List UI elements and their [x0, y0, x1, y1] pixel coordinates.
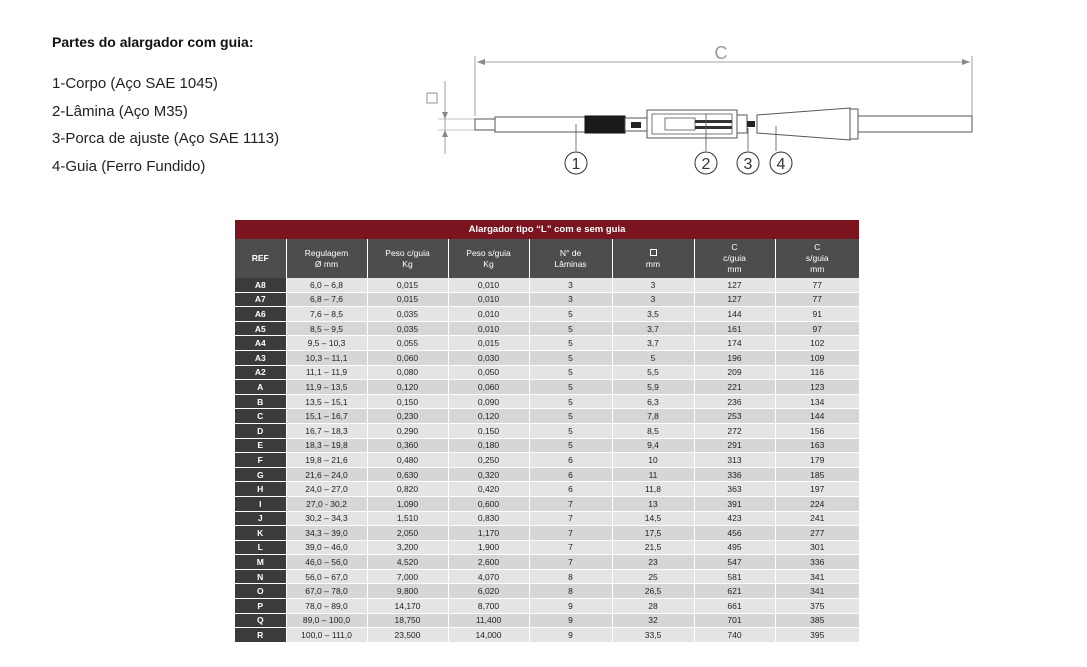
table-cell: 0,120 — [367, 380, 448, 395]
table-cell: 341 — [775, 584, 859, 599]
table-cell: 0,290 — [367, 423, 448, 438]
table-cell: 7 — [529, 496, 612, 511]
table-cell: 3 — [529, 278, 612, 292]
table-row — [235, 584, 859, 599]
table-cell: 363 — [694, 482, 775, 497]
table-cell-ref: B — [235, 394, 286, 409]
table-cell: 3 — [612, 292, 694, 307]
table-cell: 0,480 — [367, 453, 448, 468]
table-cell: 0,010 — [448, 278, 529, 292]
table-cell: 0,830 — [448, 511, 529, 526]
table-cell: 9 — [529, 613, 612, 628]
table-cell-ref: C — [235, 409, 286, 424]
table-cell: 0,180 — [448, 438, 529, 453]
table-cell: 341 — [775, 569, 859, 584]
square-arrow-top — [442, 112, 448, 119]
callout-2-label: 2 — [701, 156, 711, 173]
table-cell: 0,015 — [367, 278, 448, 292]
table-row — [235, 423, 859, 438]
table-cell: 78,0 – 89,0 — [286, 599, 367, 614]
table-cell: 0,015 — [448, 336, 529, 351]
table-cell: 5 — [529, 409, 612, 424]
table-cell: 34,3 – 39,0 — [286, 526, 367, 541]
table-cell: 97 — [775, 321, 859, 336]
table-cell-ref: M — [235, 555, 286, 570]
table-cell: 423 — [694, 511, 775, 526]
table-cell: 5,5 — [612, 365, 694, 380]
table-cell-ref: Q — [235, 613, 286, 628]
table-cell-ref: H — [235, 482, 286, 497]
table-cell: 77 — [775, 278, 859, 292]
table-cell: 701 — [694, 613, 775, 628]
table-cell: 0,060 — [448, 380, 529, 395]
table-cell: 8 — [529, 584, 612, 599]
table-cell: 253 — [694, 409, 775, 424]
table-row — [235, 511, 859, 526]
table-cell: 25 — [612, 569, 694, 584]
table-cell: 9,5 – 10,3 — [286, 336, 367, 351]
table-cell: 336 — [694, 467, 775, 482]
table-cell: 23,500 — [367, 628, 448, 643]
col-c-com-guia: C c/guia mm — [694, 239, 775, 278]
parts-list — [52, 70, 279, 180]
table-row — [235, 409, 859, 424]
callout-4-label: 4 — [776, 156, 786, 173]
table-cell: 0,230 — [367, 409, 448, 424]
table-cell: 5 — [612, 350, 694, 365]
table-cell: 13,5 – 15,1 — [286, 394, 367, 409]
table-cell: 5 — [529, 321, 612, 336]
table-cell: 30,2 – 34,3 — [286, 511, 367, 526]
table-cell: 9 — [529, 628, 612, 643]
table-cell: 13 — [612, 496, 694, 511]
table-cell: 0,060 — [367, 350, 448, 365]
table-cell: 8,5 – 9,5 — [286, 321, 367, 336]
table-cell: 102 — [775, 336, 859, 351]
table-row — [235, 628, 859, 643]
table-cell: 21,5 — [612, 540, 694, 555]
table-cell: 91 — [775, 307, 859, 322]
list-item: 4-Guia (Ferro Fundido) — [52, 157, 206, 175]
table-cell: 740 — [694, 628, 775, 643]
table-cell: 495 — [694, 540, 775, 555]
table-cell: 224 — [775, 496, 859, 511]
table-cell: 23 — [612, 555, 694, 570]
table-cell: 11,400 — [448, 613, 529, 628]
table-cell: 0,320 — [448, 467, 529, 482]
table-cell: 0,030 — [448, 350, 529, 365]
table-cell: 156 — [775, 423, 859, 438]
square-icon — [650, 249, 657, 256]
table-cell: 67,0 – 78,0 — [286, 584, 367, 599]
table-cell: 17,5 — [612, 526, 694, 541]
table-cell: 5 — [529, 423, 612, 438]
table-cell: 5 — [529, 438, 612, 453]
table-caption: Alargador tipo “L” com e sem guia — [235, 220, 859, 239]
table-cell: 11,9 – 13,5 — [286, 380, 367, 395]
table-cell: 5 — [529, 350, 612, 365]
col-c-sem-guia: C s/guia mm — [775, 239, 859, 278]
table-cell-ref: G — [235, 467, 286, 482]
table-cell: 27,0 - 30,2 — [286, 496, 367, 511]
table-cell: 1,090 — [367, 496, 448, 511]
table-cell: 16,7 – 18,3 — [286, 423, 367, 438]
col-laminas: N° de Lâminas — [529, 239, 612, 278]
table-row — [235, 467, 859, 482]
table-cell: 134 — [775, 394, 859, 409]
table-cell: 0,080 — [367, 365, 448, 380]
table-cell-ref: D — [235, 423, 286, 438]
list-item: 2-Lâmina (Aço M35) — [52, 102, 188, 120]
table-cell: 0,010 — [448, 321, 529, 336]
table-cell: 0,600 — [448, 496, 529, 511]
table-cell-ref: A2 — [235, 365, 286, 380]
table-row — [235, 599, 859, 614]
table-cell: 6 — [529, 482, 612, 497]
table-cell: 8,700 — [448, 599, 529, 614]
table-row — [235, 278, 859, 292]
table-cell-ref: K — [235, 526, 286, 541]
table-cell-ref: A8 — [235, 278, 286, 292]
table-cell: 9 — [529, 599, 612, 614]
table-cell: 14,5 — [612, 511, 694, 526]
table-cell: 6,020 — [448, 584, 529, 599]
table-cell: 15,1 – 16,7 — [286, 409, 367, 424]
table-cell: 3 — [612, 278, 694, 292]
table-cell: 0,820 — [367, 482, 448, 497]
table-cell: 89,0 – 100,0 — [286, 613, 367, 628]
table-cell: 209 — [694, 365, 775, 380]
table-cell: 10 — [612, 453, 694, 468]
nut-slot — [631, 122, 641, 128]
table-cell: 301 — [775, 540, 859, 555]
table-row — [235, 307, 859, 322]
table-cell: 109 — [775, 350, 859, 365]
square-arrow-bottom — [442, 130, 448, 137]
table-cell: 3,7 — [612, 336, 694, 351]
table-cell: 14,170 — [367, 599, 448, 614]
table-cell: 0,090 — [448, 394, 529, 409]
table-cell: 0,050 — [448, 365, 529, 380]
table-cell: 24,0 – 27,0 — [286, 482, 367, 497]
table-cell-ref: A4 — [235, 336, 286, 351]
table-row — [235, 292, 859, 307]
table-body — [235, 278, 859, 642]
table-cell: 272 — [694, 423, 775, 438]
shank-square — [475, 119, 495, 130]
table-cell: 11 — [612, 467, 694, 482]
table-cell: 8,5 — [612, 423, 694, 438]
table-cell: 6,0 – 6,8 — [286, 278, 367, 292]
shank-body — [495, 117, 585, 132]
table-cell-ref: I — [235, 496, 286, 511]
table-cell-ref: L — [235, 540, 286, 555]
table-cell: 395 — [775, 628, 859, 643]
table-cell: 19,8 – 21,6 — [286, 453, 367, 468]
table-cell-ref: P — [235, 599, 286, 614]
table-cell: 4,070 — [448, 569, 529, 584]
table-cell: 313 — [694, 453, 775, 468]
table-cell: 5 — [529, 307, 612, 322]
table-cell: 3,5 — [612, 307, 694, 322]
reamer-drawing — [420, 36, 980, 186]
table-cell: 3 — [529, 292, 612, 307]
table-cell: 291 — [694, 438, 775, 453]
table-cell: 56,0 – 67,0 — [286, 569, 367, 584]
table-row — [235, 540, 859, 555]
table-cell: 21,6 – 24,0 — [286, 467, 367, 482]
table-cell: 4,520 — [367, 555, 448, 570]
table-cell: 6 — [529, 453, 612, 468]
col-regulagem: Regulagem Ø mm — [286, 239, 367, 278]
table-row — [235, 336, 859, 351]
table-cell: 0,015 — [367, 292, 448, 307]
table-cell: 385 — [775, 613, 859, 628]
table-cell: 0,360 — [367, 438, 448, 453]
col-ref: REF — [235, 239, 286, 278]
table-cell: 161 — [694, 321, 775, 336]
table-row — [235, 453, 859, 468]
table-cell: 116 — [775, 365, 859, 380]
table-cell: 123 — [775, 380, 859, 395]
table-cell: 7 — [529, 511, 612, 526]
table-cell-ref: R — [235, 628, 286, 643]
table-cell: 0,150 — [367, 394, 448, 409]
table-cell: 1,900 — [448, 540, 529, 555]
dim-label-c: C — [714, 43, 728, 63]
table-cell: 32 — [612, 613, 694, 628]
table-cell: 0,420 — [448, 482, 529, 497]
table-cell: 196 — [694, 350, 775, 365]
table-row — [235, 613, 859, 628]
table-cell: 127 — [694, 292, 775, 307]
table-cell: 9,800 — [367, 584, 448, 599]
table-cell: 581 — [694, 569, 775, 584]
table-cell: 277 — [775, 526, 859, 541]
table-cell: 8 — [529, 569, 612, 584]
table-cell: 197 — [775, 482, 859, 497]
table-cell: 6,8 – 7,6 — [286, 292, 367, 307]
list-item: 1-Corpo (Aço SAE 1045) — [52, 75, 218, 92]
table-cell: 26,5 — [612, 584, 694, 599]
table-cell: 7,8 — [612, 409, 694, 424]
page-title: Partes do alargador com guia: — [52, 34, 254, 50]
table-cell: 127 — [694, 278, 775, 292]
table-cell: 18,750 — [367, 613, 448, 628]
table-cell: 0,010 — [448, 292, 529, 307]
table-row — [235, 321, 859, 336]
table-row — [235, 569, 859, 584]
adjust-nut — [737, 115, 747, 133]
table-cell: 7 — [529, 555, 612, 570]
table-row — [235, 555, 859, 570]
table-cell: 3,200 — [367, 540, 448, 555]
table-cell: 3,7 — [612, 321, 694, 336]
table-cell: 236 — [694, 394, 775, 409]
table-cell: 7 — [529, 526, 612, 541]
table-row — [235, 365, 859, 380]
table-row — [235, 350, 859, 365]
table-row — [235, 526, 859, 541]
square-symbol — [427, 93, 437, 103]
table-cell: 661 — [694, 599, 775, 614]
table-cell: 0,250 — [448, 453, 529, 468]
table-cell-ref: N — [235, 569, 286, 584]
table-cell: 77 — [775, 292, 859, 307]
table-cell: 6,3 — [612, 394, 694, 409]
table-cell-ref: A7 — [235, 292, 286, 307]
col-peso-sem-guia: Peso s/guia Kg — [448, 239, 529, 278]
table-cell: 179 — [775, 453, 859, 468]
guide-taper — [757, 108, 850, 140]
table-row — [235, 482, 859, 497]
table-cell-ref: J — [235, 511, 286, 526]
table-cell: 5 — [529, 365, 612, 380]
table-row — [235, 496, 859, 511]
table-cell-ref: A — [235, 380, 286, 395]
table-cell: 11,1 – 11,9 — [286, 365, 367, 380]
table-cell: 144 — [694, 307, 775, 322]
table-cell: 621 — [694, 584, 775, 599]
table-cell: 7,000 — [367, 569, 448, 584]
table-cell: 5 — [529, 394, 612, 409]
table-cell: 33,5 — [612, 628, 694, 643]
table-row — [235, 380, 859, 395]
table-cell: 14,000 — [448, 628, 529, 643]
table-cell: 39,0 – 46,0 — [286, 540, 367, 555]
table-cell: 5,9 — [612, 380, 694, 395]
table-cell: 185 — [775, 467, 859, 482]
table-cell: 2,600 — [448, 555, 529, 570]
table-cell: 0,010 — [448, 307, 529, 322]
table-cell: 547 — [694, 555, 775, 570]
table-cell: 336 — [775, 555, 859, 570]
table-cell: 11,8 — [612, 482, 694, 497]
table-cell-ref: E — [235, 438, 286, 453]
dim-arrow-right — [962, 59, 970, 65]
table-row — [235, 438, 859, 453]
table-cell: 0,150 — [448, 423, 529, 438]
table-cell: 5 — [529, 380, 612, 395]
table-cell: 0,630 — [367, 467, 448, 482]
dim-arrow-left — [477, 59, 485, 65]
table-cell-ref: F — [235, 453, 286, 468]
table-cell: 10,3 – 11,1 — [286, 350, 367, 365]
table-cell: 163 — [775, 438, 859, 453]
col-peso-com-guia: Peso c/guia Kg — [367, 239, 448, 278]
guide-shaft — [858, 116, 972, 132]
table-cell-ref: O — [235, 584, 286, 599]
table-cell: 241 — [775, 511, 859, 526]
table-cell-ref: A6 — [235, 307, 286, 322]
table-cell: 7 — [529, 540, 612, 555]
table-cell: 0,035 — [367, 307, 448, 322]
table-cell: 0,120 — [448, 409, 529, 424]
table-cell: 391 — [694, 496, 775, 511]
table-cell: 0,055 — [367, 336, 448, 351]
blade-dark — [585, 116, 625, 133]
table-cell: 5 — [529, 336, 612, 351]
callout-1-label: 1 — [571, 156, 581, 173]
table-cell: 100,0 – 111,0 — [286, 628, 367, 643]
table-cell: 7,6 – 8,5 — [286, 307, 367, 322]
table-cell: 1,170 — [448, 526, 529, 541]
table-cell: 456 — [694, 526, 775, 541]
table-cell-ref: A3 — [235, 350, 286, 365]
callout-3-label: 3 — [743, 156, 753, 173]
col-square: mm — [612, 239, 694, 278]
table-cell: 375 — [775, 599, 859, 614]
list-item: 3-Porca de ajuste (Aço SAE 1113) — [52, 130, 280, 148]
table-cell: 28 — [612, 599, 694, 614]
table-cell: 18,3 – 19,8 — [286, 438, 367, 453]
table-cell: 6 — [529, 467, 612, 482]
table-cell: 221 — [694, 380, 775, 395]
table-cell: 46,0 – 56,0 — [286, 555, 367, 570]
table-cell: 144 — [775, 409, 859, 424]
table-cell: 174 — [694, 336, 775, 351]
table-cell: 2,050 — [367, 526, 448, 541]
table-row — [235, 394, 859, 409]
table-cell-ref: A5 — [235, 321, 286, 336]
table-cell: 1,510 — [367, 511, 448, 526]
table-cell: 9,4 — [612, 438, 694, 453]
table-cell: 0,035 — [367, 321, 448, 336]
reamer-table — [235, 220, 859, 643]
